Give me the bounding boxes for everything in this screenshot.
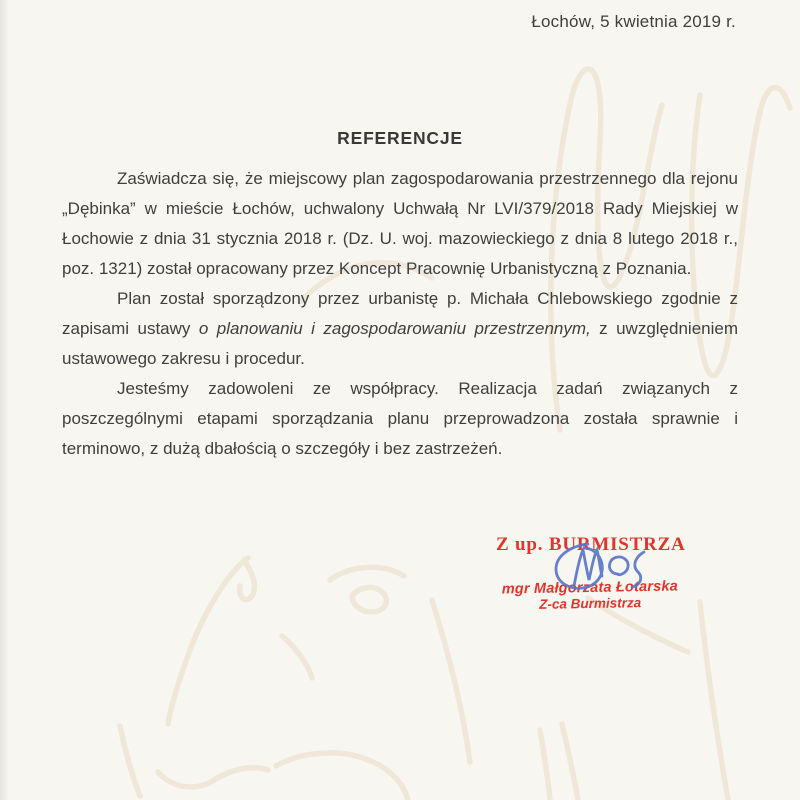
dateline: Łochów, 5 kwietnia 2019 r.: [531, 12, 736, 31]
paragraph-author: [62, 284, 738, 374]
stamp-role-line: Z-ca Burmistrza: [539, 595, 642, 612]
stamp-name-block: [496, 578, 685, 612]
scan-edge-shadow: [0, 0, 9, 800]
document-title: REFERENCJE: [337, 128, 463, 148]
paragraph-plan-description: Zaświadcza się, że miejscowy plan zagospodarowania przestrzennego dla rejonu „Dębinka” w mieście Łochów, uchwalony Uchwałą Nr LVI/379/2018 Rady Miejskiej w Łochowie z dnia 31 stycznia 2018 r. (Dz. U. woj. mazowieckiego z dnia 8 lutego 2018 r., poz. 1321) został opracowany przez Koncept Pracownię Urbanistyczną z Poznania.: [62, 169, 738, 278]
letter-body: [62, 164, 738, 464]
stamp-authority-line: Z up. BURMISTRZA: [496, 534, 686, 555]
stamp-name-line: mgr Małgorzata Łotarska: [501, 578, 679, 598]
statute-title-italic: o planowaniu i zagospodarowaniu przestrzennym,: [198, 319, 591, 338]
paragraph-author-text-start: Plan został sporządzony przez urbanistę p. Michała Chlebowskiego zgodnie z zapisami ustawy: [62, 289, 738, 338]
stamp-block: [496, 534, 684, 611]
paragraph-recommendation: Jesteśmy zadowoleni ze współpracy. Realizacja zadań związanych z poszczególnymi etapami sporządzania planu przeprowadzona została sprawnie i terminowo, z dużą dbałością o szczegóły i bez zastrzeżeń.: [62, 379, 738, 458]
paragraph-author-text-end: z uwzględnieniem ustawowego zakresu i procedur.: [62, 319, 738, 368]
